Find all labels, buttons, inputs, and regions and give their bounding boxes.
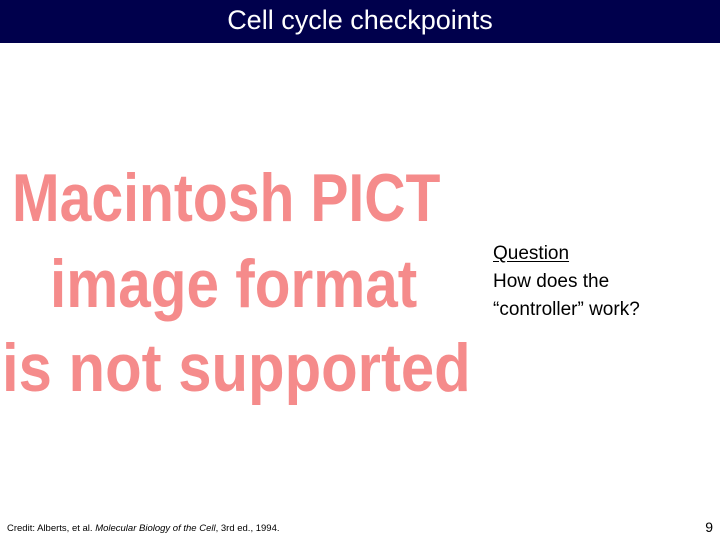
placeholder-line-2: image format <box>50 246 418 322</box>
credit-suffix: , 3rd ed., 1994. <box>215 523 280 534</box>
placeholder-line-3: is not supported <box>2 330 471 406</box>
question-line-2: “controller” work? <box>493 299 640 320</box>
credit-line <box>7 523 280 534</box>
placeholder-line-1: Macintosh PICT <box>12 160 441 236</box>
credit-prefix: Credit: Alberts, et al. <box>7 523 96 534</box>
credit-book-title: Molecular Biology of the Cell <box>95 523 216 534</box>
question-heading: Question <box>493 243 570 264</box>
unsupported-image-placeholder <box>0 150 530 410</box>
title-bar <box>0 0 720 43</box>
question-box <box>493 240 713 324</box>
page-number: 9 <box>705 519 713 535</box>
slide-title: Cell cycle checkpoints <box>227 5 493 35</box>
question-line-1: How does the <box>493 271 610 292</box>
